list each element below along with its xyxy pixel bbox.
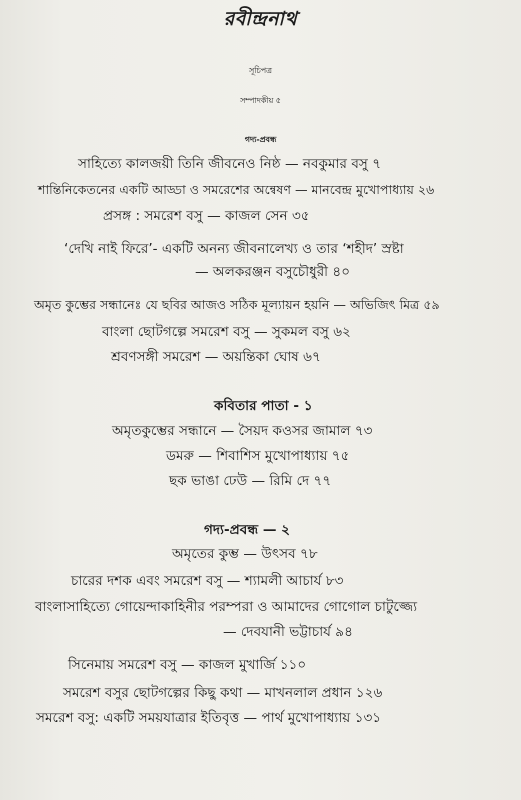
section-heading-prose-2: গদ্য-প্রবন্ধ — ২ [204,522,291,538]
toc-entry: ছক ভাঙা ঢেউ — রিমি দে ৭৭ [169,473,332,489]
toc-entry: অমৃতকুম্ভের সন্ধানে — সৈয়দ কওসর জামাল ৭৩ [112,423,373,439]
toc-entry: বাংলাসাহিত্যে গোয়েন্দাকাহিনীর পরম্পরা ও আমাদের গোগোল চাটুজ্জ্যে [35,599,418,615]
toc-entry: অমৃত কুম্ভের সন্ধানেঃ যে ছবির আজও সঠিক মূল্যায়ন হয়নি — অভিজিৎ মিত্র ৫৯ [34,297,440,312]
toc-entry: শান্তিনিকেতনের একটি আড্ডা ও সমরেশের অন্বেষণ — মানবেন্দ্র মুখোপাধ্যায় ২৬ [38,182,435,197]
toc-entry: সাহিত্যে কালজয়ী তিনি জীবনেও নিষ্ঠ — নবকুমার বসু ৭ [78,156,382,172]
toc-entry-editorial: সম্পাদকীয় ৫ [240,96,281,105]
section-heading-prose-1: গদ্য-প্রবন্ধ [244,135,277,144]
toc-title: সূচিপত্র [249,66,272,75]
toc-entry: ডমরু — শিবাশিস মুখোপাধ্যায় ৭৫ [166,448,350,464]
toc-entry: শ্রবণসঙ্গী সমরেশ — অয়ন্তিকা ঘোষ ৬৭ [111,349,321,365]
toc-entry: চারের দশক এবং সমরেশ বসু — শ্যামলী আচার্য ৮৩ [71,573,344,589]
toc-entry: প্রসঙ্গ : সমরেশ বসু — কাজল সেন ৩৫ [103,208,310,224]
toc-entry: বাংলা ছোটগল্পে সমরেশ বসু — সুকমল বসু ৬২ [102,324,351,340]
toc-entry: — অলকরঞ্জন বসুচৌধুরী ৪০ [195,264,351,280]
masthead-title: রবীন্দ্রনাথ [223,8,298,30]
toc-entry: ‘দেখি নাই ফিরে’- একটি অনন্য জীবনালেখ্য ও তার ‘শহীদ’ স্রষ্টা [64,241,404,257]
section-heading-poetry-1: কবিতার পাতা - ১ [214,398,313,414]
toc-entry: অমৃতের কুম্ভ — উৎসব ৭৮ [172,546,318,562]
toc-entry: — দেবযানী ভট্টাচার্য ৯৪ [223,624,353,640]
toc-entry: সমরেশ বসুর ছোটগল্পের কিছু কথা — মাখনলাল প্রধান ১২৬ [63,685,383,701]
toc-entry: সমরেশ বসু: একটি সময়যাত্রার ইতিবৃত্ত — পার্থ মুখোপাধ্যায় ১৩১ [36,710,382,726]
toc-entry: সিনেমায় সমরেশ বসু — কাজল মুখার্জি ১১০ [68,657,307,673]
